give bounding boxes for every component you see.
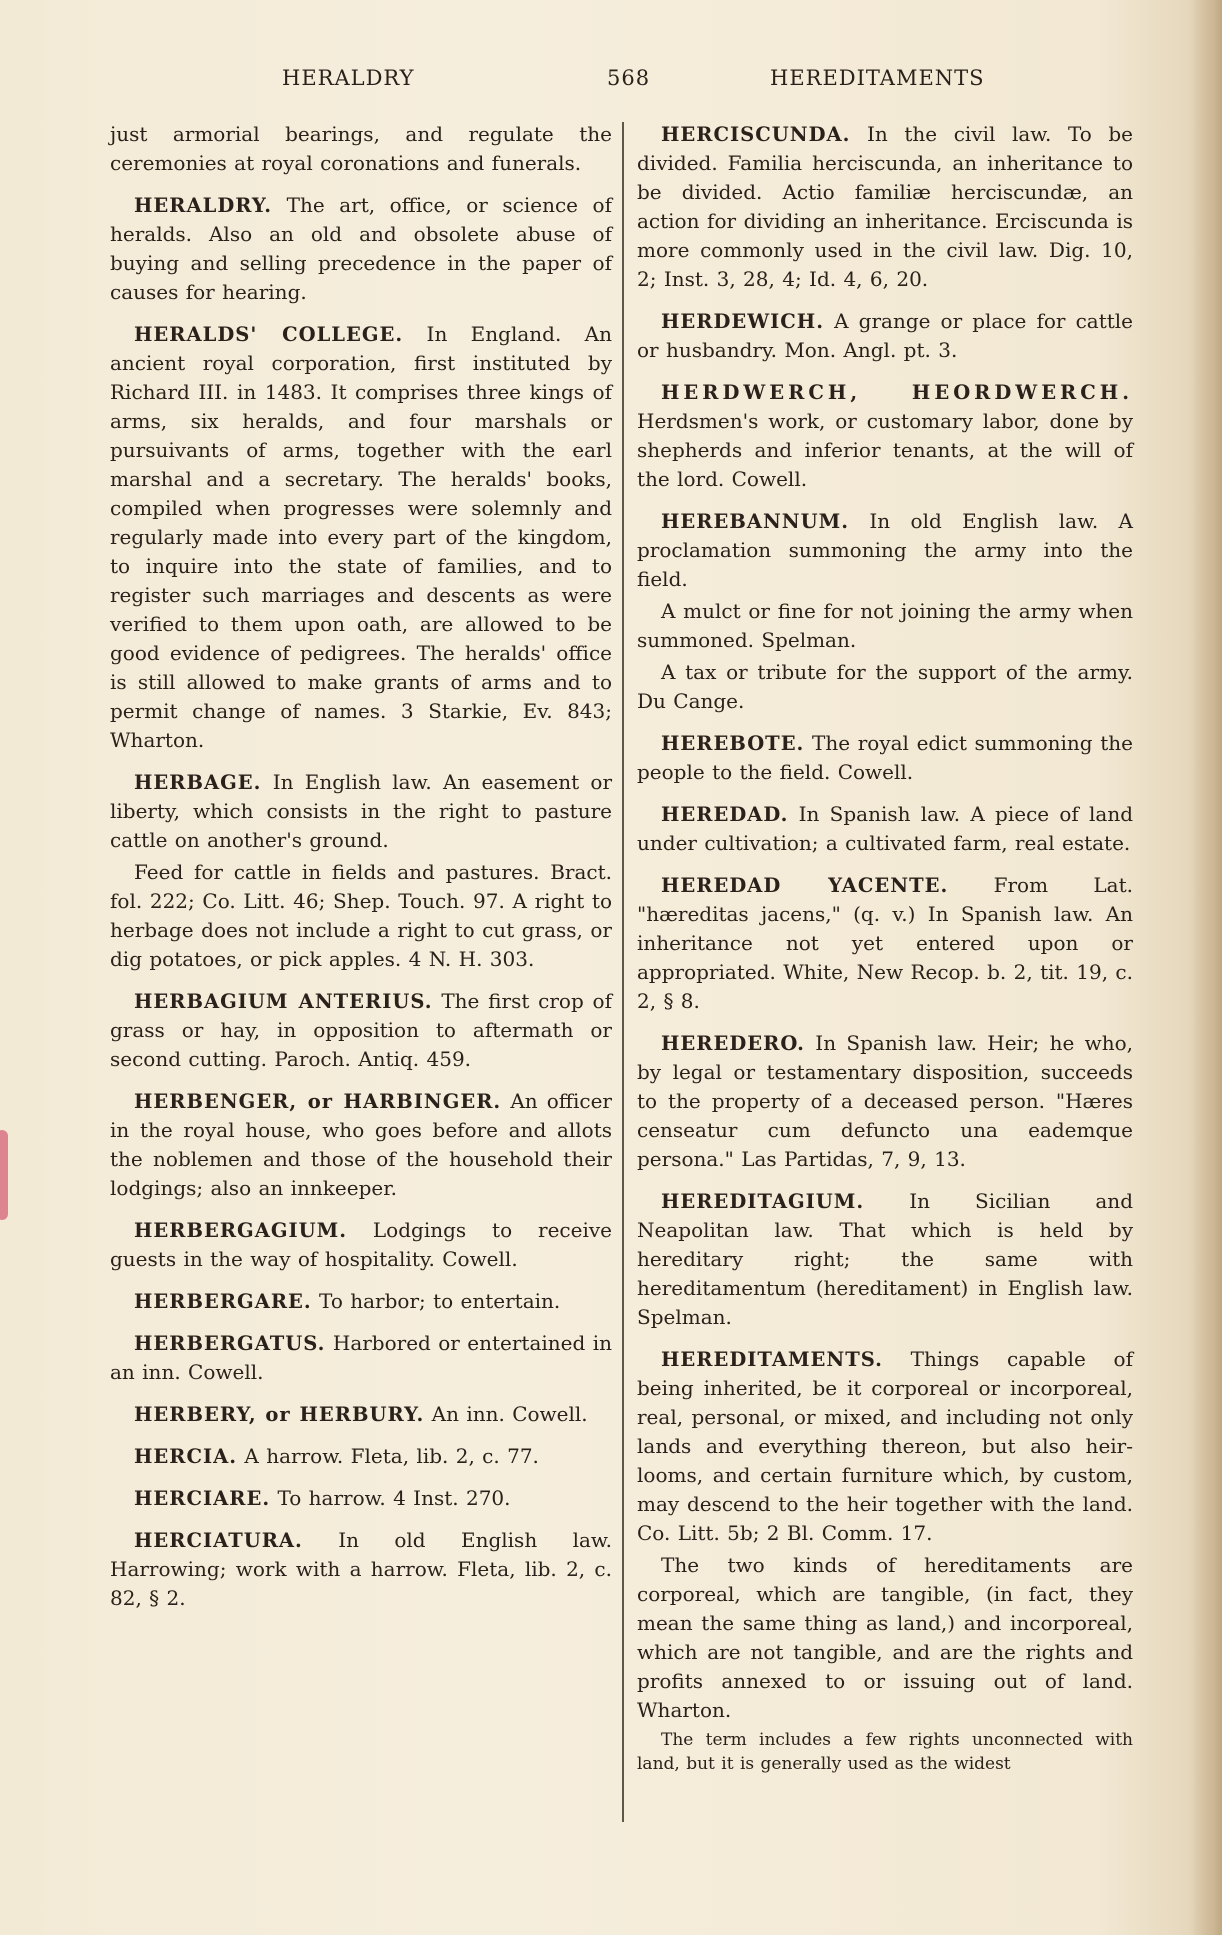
page-edge-shadow <box>1192 0 1222 1935</box>
dictionary-entry <box>110 1329 612 1387</box>
running-head-right: HEREDITAMENTS <box>770 66 985 90</box>
entry-headword: HERBERGAGIUM. <box>134 1219 347 1242</box>
entry-text: Things capable of being inherited, be it corporeal or incorporeal, real, personal, or mixed, and including not only lands and everything thereon, but also heir-looms, and certain furniture which, by custom, may descend to the heir together with the land. Co. Litt. 5b; 2 Bl. Comm. 17. <box>637 1347 1134 1545</box>
entry-headword: HERDWERCH, HEORDWERCH. <box>661 381 1133 404</box>
entry-text: In Spanish law. Heir; he who, by legal or testamentary disposition, succeeds to the property of a deceased person. "Hæres censeatur cum defuncto una eademque persona." Las Partidas, 7, 9, 13. <box>637 1031 1134 1171</box>
entry-text: The art, office, or science of heralds. Also an old and obsolete abuse of buying and selling precedence in the paper of causes for hearing. <box>110 193 612 304</box>
entry-text: just armorial bearings, and regulate the ceremonies at royal coronations and funerals. <box>110 122 612 175</box>
dictionary-entry <box>637 1345 1133 1548</box>
entry-text: A mulct or fine for not joining the army when summoned. Spelman. <box>637 599 1133 652</box>
entry-headword: HERBENGER, or HARBINGER. <box>134 1090 502 1113</box>
running-head-left: HERALDRY <box>282 66 415 90</box>
dictionary-entry <box>637 1187 1133 1332</box>
entry-paragraph <box>637 1551 1133 1725</box>
dictionary-entry <box>110 1087 612 1203</box>
entry-text: Harbored or entertained in an inn. Cowell. <box>110 1331 612 1384</box>
entry-text: In English law. An easement or liberty, which consists in the right to pasture cattle on another's ground. <box>110 770 613 852</box>
right-column <box>637 120 1133 1789</box>
entry-headword: HEREDITAGIUM. <box>661 1190 865 1213</box>
entry-headword: HERBERY, or HERBURY. <box>134 1403 425 1426</box>
dictionary-entry <box>110 987 612 1074</box>
dictionary-entry <box>637 729 1133 787</box>
entry-text: In Sicilian and Neapolitan law. That which is held by hereditary right; the same with hereditamentum (hereditament) in English law. Spelman. <box>637 1189 1133 1329</box>
entry-text: In Spanish law. A piece of land under cultivation; a cultivated farm, real estate. <box>637 802 1133 855</box>
entry-text: An officer in the royal house, who goes before and allots the noblemen and those of the household their lodgings; also an innkeeper. <box>110 1089 612 1200</box>
dictionary-entry <box>637 507 1133 594</box>
column-rule <box>622 122 624 1822</box>
entry-text: The first crop of grass or hay, in opposition to aftermath or second cutting. Paroch. Antiq. 459. <box>110 989 612 1071</box>
dictionary-entry <box>110 768 612 855</box>
entry-text: The royal edict summoning the people to the field. Cowell. <box>637 731 1134 784</box>
dictionary-entry <box>637 1029 1133 1174</box>
entry-headword: HERCIARE. <box>134 1487 271 1510</box>
entry-headword: HERBAGE. <box>134 771 262 794</box>
dictionary-entry <box>110 1216 612 1274</box>
entry-headword: HEREDAD YACENTE. <box>661 874 949 897</box>
dictionary-entry <box>637 378 1133 494</box>
entry-text: The term includes a few rights unconnected with land, but it is generally used as the widest <box>637 1730 1133 1774</box>
entry-text: From Lat. "hæreditas jacens," (q. v.) In Spanish law. An inheritance not yet entered upon or appropriated. White, New Recop. b. 2, tit. 19, c. 2, § 8. <box>637 873 1133 1013</box>
entry-headword: HEREBANNUM. <box>661 510 849 533</box>
entry-headword: HERCIA. <box>134 1445 238 1468</box>
entry-paragraph <box>637 658 1133 716</box>
entry-headword: HERALDRY. <box>134 194 273 217</box>
entry-text: Feed for cattle in fields and pastures. Bract. fol. 222; Co. Litt. 46; Shep. Touch. 97. A right to herbage does not include a right to cut grass, or dig potatoes, or pick apples. 4 N. H. 303. <box>110 860 612 971</box>
dictionary-entry <box>637 871 1133 1016</box>
entry-paragraph <box>637 1728 1133 1776</box>
entry-text: A tax or tribute for the support of the army. Du Cange. <box>637 660 1133 713</box>
entry-headword: HERBAGIUM ANTERIUS. <box>134 990 433 1013</box>
entry-text: In the civil law. To be divided. Familia herciscunda, an inheritance to be divided. Actio familiæ herciscundæ, an action for dividing an inheritance. Erciscunda is more commonly used in the civil law. Dig. 10, 2; Inst. 3, 28, 4; Id. 4, 6, 20. <box>637 122 1134 291</box>
entry-text: In old English law. A proclamation summoning the army into the field. <box>637 509 1134 591</box>
entry-text: In England. An ancient royal corporation, first instituted by Richard III. in 1483. It comprises three kings of arms, six heralds, and four marshals or pursuivants of arms, together with the earl marshal and a secretary. The heralds' books, compiled when progresses were solemnly and regularly made into every part of the kingdom, to inquire into the state of families, and to register such marriages and descents as were verified to them upon oath, are allowed to be good evidence of pedigrees. The heralds' office is still allowed to make grants of arms and to permit change of names. 3 Starkie, Ev. 843; Wharton. <box>110 322 613 752</box>
entry-text: An inn. Cowell. <box>431 1402 588 1426</box>
entry-paragraph <box>637 597 1133 655</box>
entry-text: The two kinds of hereditaments are corporeal, which are tangible, (in fact, they mean the same thing as land,) and incorporeal, which are not tangible, and are the rights and profits annexed to or issuing out of land. Wharton. <box>637 1553 1133 1722</box>
entry-headword: HEREDAD. <box>661 803 789 826</box>
entry-headword: HERBERGARE. <box>134 1290 312 1313</box>
dictionary-entry <box>110 1287 612 1316</box>
dictionary-entry <box>637 800 1133 858</box>
entry-headword: HERCISCUNDA. <box>661 123 851 146</box>
entry-headword: HEREBOTE. <box>661 732 805 755</box>
entry-text: A harrow. Fleta, lib. 2, c. 77. <box>244 1444 539 1468</box>
left-column <box>110 120 612 1626</box>
entry-headword: HERBERGATUS. <box>134 1332 326 1355</box>
entry-text: Herdsmen's work, or customary labor, done by shepherds and inferior tenants, at the will of the lord. Cowell. <box>637 409 1133 491</box>
dictionary-entry <box>110 1484 612 1513</box>
entry-text: Lodgings to receive guests in the way of hospitality. Cowell. <box>110 1218 613 1271</box>
entry-headword: HERCIATURA. <box>134 1529 303 1552</box>
dictionary-entry <box>110 1442 612 1471</box>
dictionary-entry <box>637 120 1133 294</box>
dictionary-entry <box>110 320 612 755</box>
dictionary-entry <box>110 191 612 307</box>
entry-paragraph <box>110 120 612 178</box>
dictionary-entry <box>110 1400 612 1429</box>
entry-paragraph <box>110 858 612 974</box>
entry-text: To harbor; to entertain. <box>319 1289 561 1313</box>
dictionary-entry <box>110 1526 612 1613</box>
page-number: 568 <box>607 66 651 90</box>
running-head <box>110 66 1010 96</box>
entry-headword: HEREDITAMENTS. <box>661 1348 883 1371</box>
entry-headword: HERDEWICH. <box>661 310 825 333</box>
margin-ink-stain <box>0 1130 8 1220</box>
entry-text: To harrow. 4 Inst. 270. <box>277 1486 511 1510</box>
entry-text: A grange or place for cattle or husbandry. Mon. Angl. pt. 3. <box>637 309 1134 362</box>
entry-headword: HERALDS' COLLEGE. <box>134 323 404 346</box>
entry-text: In old English law. Harrowing; work with a harrow. Fleta, lib. 2, c. 82, § 2. <box>110 1528 612 1610</box>
entry-headword: HEREDERO. <box>661 1032 805 1055</box>
dictionary-entry <box>637 307 1133 365</box>
